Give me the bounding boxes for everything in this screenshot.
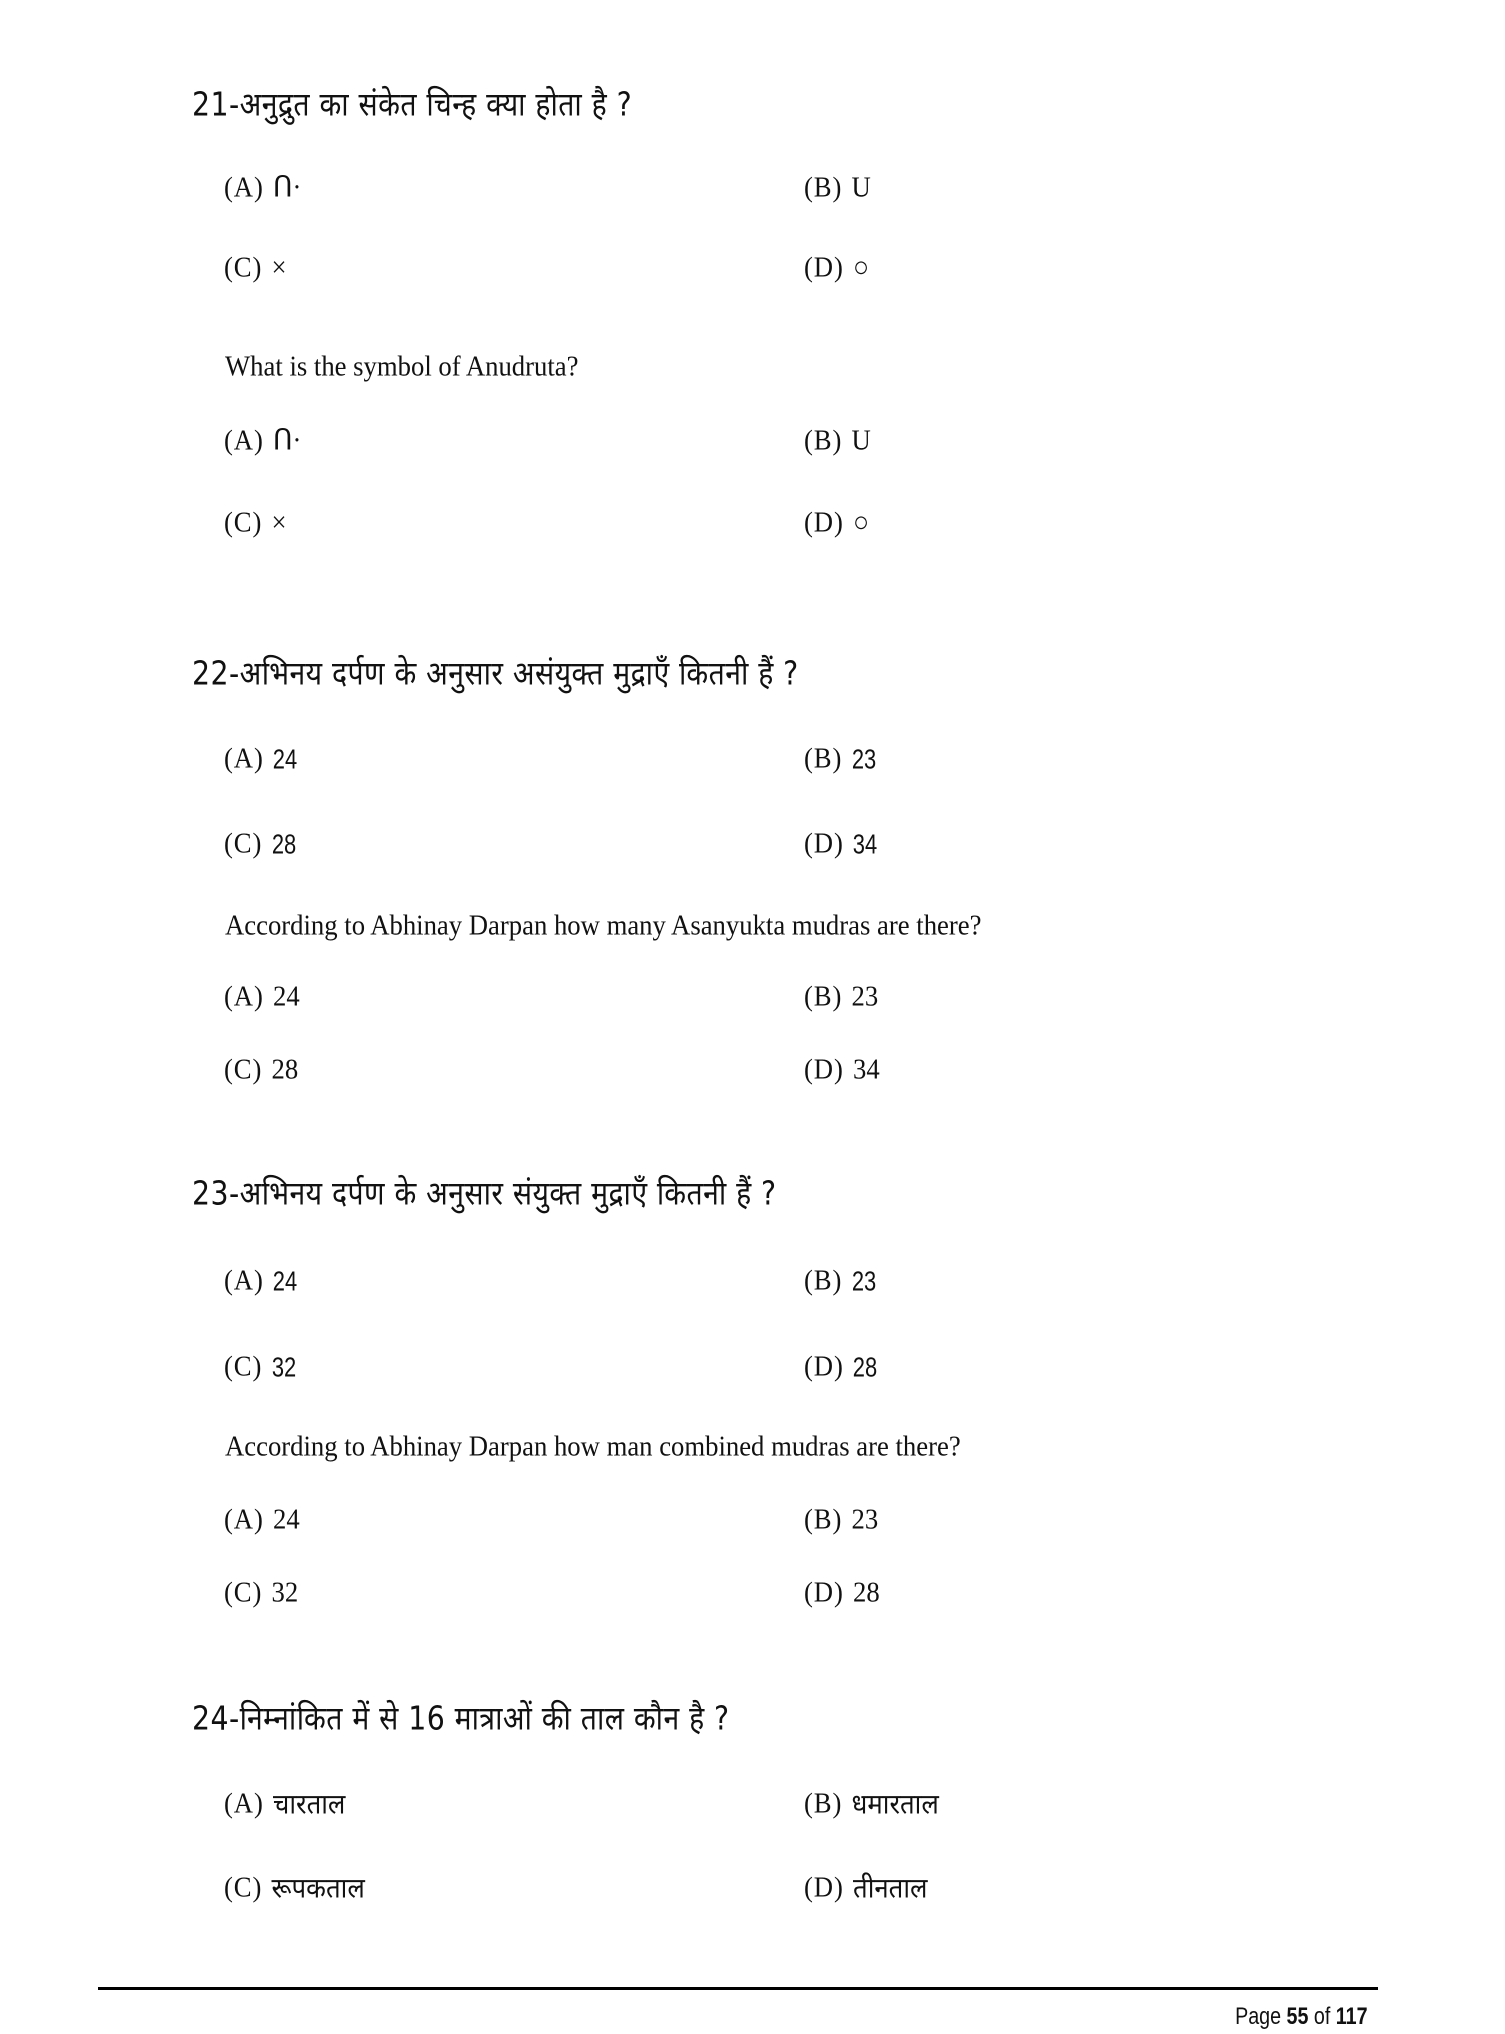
option-value: 24 [273,980,300,1013]
option-value: 28 [271,1053,299,1086]
q22-english-option-c [224,1053,299,1086]
option-value: 24 [273,743,298,774]
option-label: (B) [804,171,843,204]
q23-hindi-option-c [224,1350,300,1383]
page-total: 117 [1336,2003,1368,2030]
q21-english-option-a [224,424,302,457]
option-value: धमारताल [851,1787,939,1820]
option-label: (B) [804,1264,843,1297]
option-label: (D) [804,251,844,284]
question-21-english: What is the symbol of Anudruta? [225,350,579,383]
q23-english-option-d [804,1576,880,1609]
option-value: ᑎ· [273,171,302,204]
q21-hindi-option-d [804,251,870,284]
option-value: × [271,251,287,284]
q22-english-option-d [804,1053,880,1086]
option-label: (D) [804,506,844,539]
option-label: (A) [224,742,264,775]
page-prefix: Page [1235,2003,1282,2030]
q23-hindi-option-b [804,1264,880,1297]
option-value: 32 [271,1351,296,1382]
option-label: (D) [804,1871,844,1904]
option-label: (C) [224,1576,263,1609]
option-value: 23 [851,980,879,1013]
option-value: 34 [853,828,878,859]
q21-hindi-option-a [224,171,302,204]
option-label: (C) [224,1871,263,1904]
option-value: ᑎ· [273,424,302,457]
option-label: (B) [804,742,843,775]
q22-english-option-a [224,980,300,1013]
option-value: 28 [271,828,296,859]
option-value: 23 [851,1265,876,1296]
option-label: (B) [804,424,843,457]
q23-english-option-a [224,1503,300,1536]
option-value: 24 [273,1503,300,1536]
page-current: 55 [1286,2003,1309,2030]
q21-hindi-option-c [224,251,287,284]
q23-hindi-option-a [224,1264,302,1297]
option-label: (B) [804,1503,843,1536]
option-label: (A) [224,1264,264,1297]
q21-english-option-d [804,506,870,539]
question-22-hindi: 22-अभिनय दर्पण के अनुसार असंयुक्त मुद्राएँ कितनी हैं ? [192,653,799,693]
q22-hindi-option-c [224,827,300,860]
option-label: (D) [804,1053,844,1086]
q23-hindi-option-d [804,1350,882,1383]
question-22-english: According to Abhinay Darpan how many Asanyukta mudras are there? [225,909,982,942]
footer-divider [98,1987,1378,1990]
option-label: (A) [224,980,264,1013]
question-23-english: According to Abhinay Darpan how man combined mudras are there? [225,1430,961,1463]
q24-hindi-option-b [804,1787,939,1820]
option-value: U [851,424,871,457]
option-label: (A) [224,1503,264,1536]
q23-english-option-c [224,1576,299,1609]
page-of: of [1314,2003,1331,2030]
option-value: चारताल [273,1787,346,1820]
option-label: (B) [804,980,843,1013]
option-value: रूपकताल [271,1871,365,1904]
option-label: (C) [224,251,263,284]
q22-hindi-option-d [804,827,882,860]
option-label: (D) [804,1350,844,1383]
option-value: 23 [851,1503,879,1536]
option-value: ○ [853,506,870,539]
option-value: 28 [853,1576,880,1609]
option-label: (C) [224,1053,263,1086]
q22-hindi-option-a [224,742,302,775]
option-value: 23 [851,743,876,774]
option-label: (C) [224,1350,263,1383]
option-label: (D) [804,827,844,860]
q24-hindi-option-d [804,1871,928,1904]
page-number [1236,2003,1368,2031]
option-label: (C) [224,506,263,539]
question-24-hindi: 24-निम्नांकित में से 16 मात्राओं की ताल कौन है ? [192,1698,730,1738]
option-label: (D) [804,1576,844,1609]
option-label: (C) [224,827,263,860]
q21-english-option-b [804,424,871,457]
q23-english-option-b [804,1503,879,1536]
option-value: ○ [853,251,870,284]
question-21-hindi: 21-अनुद्रुत का संकेत चिन्ह क्या होता है ? [192,84,633,124]
option-value: 24 [273,1265,298,1296]
q24-hindi-option-c [224,1871,365,1904]
q24-hindi-option-a [224,1787,346,1820]
option-value: 34 [853,1053,880,1086]
option-label: (B) [804,1787,843,1820]
option-label: (A) [224,424,264,457]
q21-english-option-c [224,506,287,539]
q21-hindi-option-b [804,171,871,204]
q22-english-option-b [804,980,879,1013]
option-value: U [851,171,871,204]
option-value: तीनताल [853,1871,928,1904]
question-23-hindi: 23-अभिनय दर्पण के अनुसार संयुक्त मुद्राएँ कितनी हैं ? [192,1173,777,1213]
option-value: × [271,506,287,539]
option-label: (A) [224,171,264,204]
option-label: (A) [224,1787,264,1820]
option-value: 32 [271,1576,299,1609]
option-value: 28 [853,1351,878,1382]
q22-hindi-option-b [804,742,880,775]
